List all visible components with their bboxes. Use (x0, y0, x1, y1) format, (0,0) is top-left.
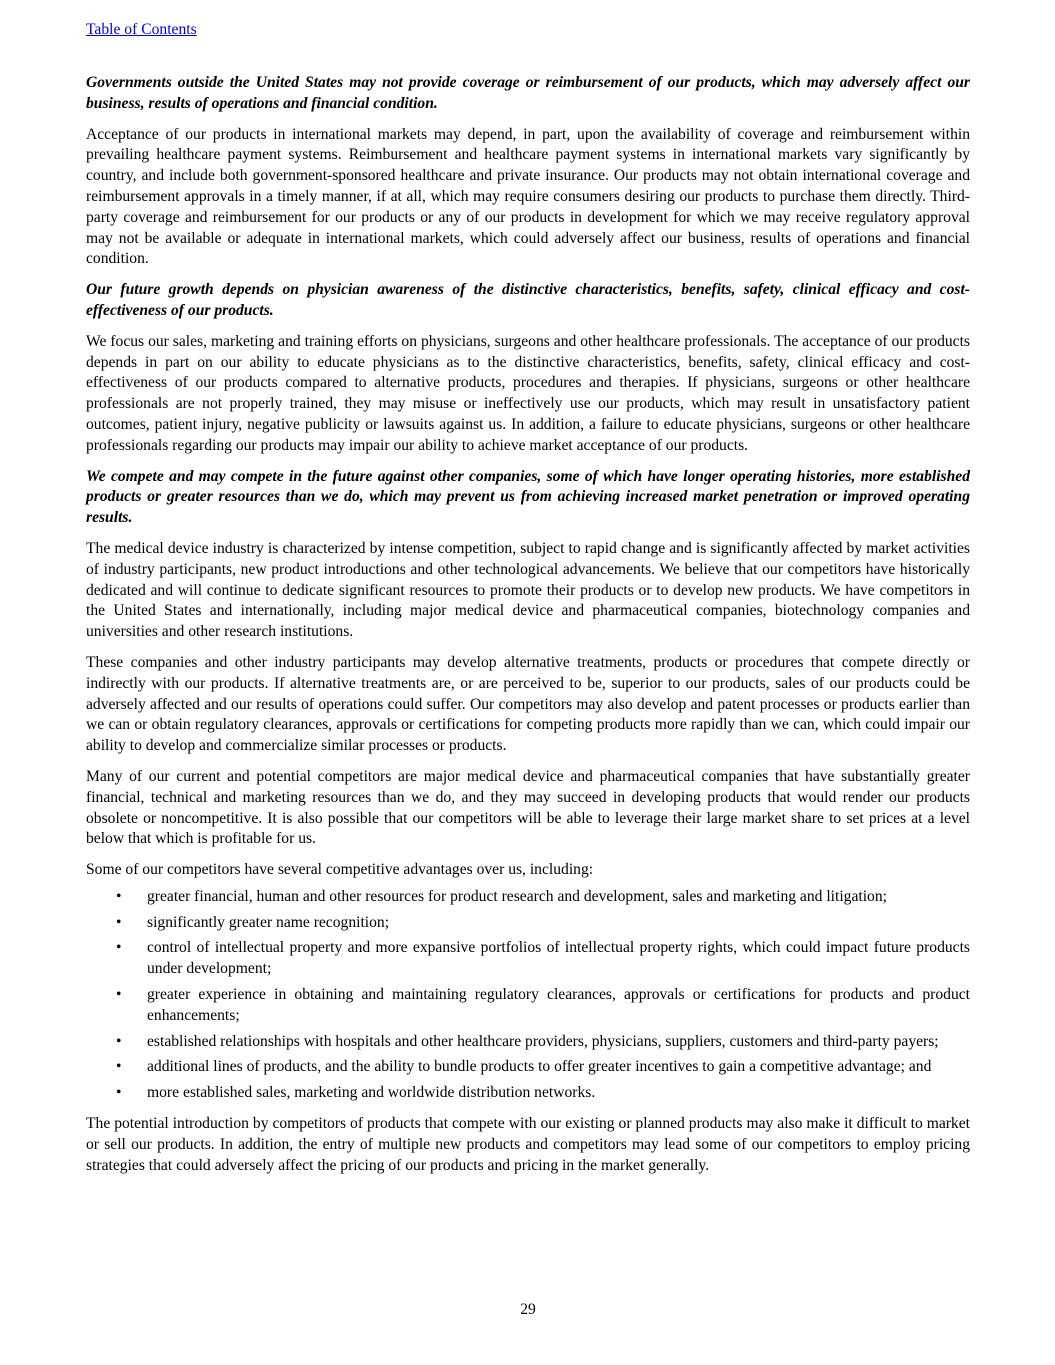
paragraph: The medical device industry is characterized by intense competition, subject to rapid change and is significantly affected by market activities of industry participants, new product introductions and other technological advancements. We believe that our competitors have historically dedicated and will continue to dedicate significant resources to promote their products or to develop new products. We have competitors in the United States and internationally, including major medical device and pharmaceutical companies, biotechnology companies and universities and other research institutions. (86, 539, 970, 641)
paragraph: These companies and other industry participants may develop alternative treatments, products or procedures that compete directly or indirectly with our products. If alternative treatments are, or are perceived to be, superior to our products, sales of our products could be adversely affected and our results of operations could suffer. Our competitors may also develop and patent processes or products earlier than we can or obtain regulatory clearances, approvals or certifications for competing products more rapidly than we can, which could impair our ability to develop and commercialize similar processes or products. (86, 653, 970, 755)
risk-heading-competition: We compete and may compete in the future against other companies, some of which have longer operating histories, more established products or greater resources than we do, which may prevent us from achieving increased market penetration or improved operating results. (86, 467, 970, 527)
paragraph: Acceptance of our products in international markets may depend, in part, upon the availability of coverage and reimbursement within prevailing healthcare payment systems. Reimbursement and healthcare payment systems in international markets vary significantly by country, and include both government-sponsored healthcare and private insurance. Our products may not obtain international coverage and reimbursement approvals in a timely manner, if at all, which may require consumers desiring our products to purchase them directly. Third-party coverage and reimbursement for our products or any of our products in development for which we may receive regulatory approval may not be available or adequate in international markets, which could adversely affect our business, results of operations and financial condition. (86, 125, 970, 268)
paragraph: We focus our sales, marketing and training efforts on physicians, surgeons and other healthcare professionals. The acceptance of our products depends in part on our ability to educate physicians as to the distinctive characteristics, benefits, safety, clinical efficacy and cost-effectiveness of our products compared to alternative products, procedures and therapies. If physicians, surgeons or other healthcare professionals are not properly trained, they may misuse or ineffectively use our products, which may result in unsatisfactory patient outcomes, patient injury, negative publicity or lawsuits against us. In addition, a failure to educate physicians, surgeons or other healthcare professionals regarding our products may impair our ability to achieve market acceptance of our products. (86, 332, 970, 454)
list-item: • greater financial, human and other resources for product research and development, sales and marketing and litigation; (86, 887, 970, 908)
list-item: • established relationships with hospitals and other healthcare providers, physicians, suppliers, customers and third-party payers; (86, 1032, 970, 1053)
list-item: • control of intellectual property and more expansive portfolios of intellectual property rights, which could impact future products under development; (86, 938, 970, 980)
risk-heading-international-reimbursement: Governments outside the United States may not provide coverage or reimbursement of our products, which may adversely affect our business, results of operations and financial condition. (86, 74, 970, 112)
competitive-advantages-list (86, 887, 970, 1104)
paragraph: The potential introduction by competitors of products that compete with our existing or planned products may also make it difficult to market or sell our products. In addition, the entry of multiple new products and competitors may lead some of our competitors to employ pricing strategies that could adversely affect the pricing of our products and pricing in the market generally. (86, 1115, 970, 1174)
list-item: • significantly greater name recognition; (86, 913, 970, 934)
page-content (86, 73, 970, 1186)
risk-heading-physician-awareness: Our future growth depends on physician awareness of the distinctive characteristics, benefits, safety, clinical efficacy and cost-effectiveness of our products. (86, 281, 970, 319)
list-item: • additional lines of products, and the ability to bundle products to offer greater incentives to gain a competitive advantage; and (86, 1057, 970, 1078)
list-item: • more established sales, marketing and worldwide distribution networks. (86, 1083, 970, 1104)
list-item: • greater experience in obtaining and maintaining regulatory clearances, approvals or certifications for products and product enhancements; (86, 985, 970, 1027)
page-number: 29 (520, 1301, 536, 1318)
paragraph: Some of our competitors have several competitive advantages over us, including: (86, 861, 594, 879)
table-of-contents-link[interactable]: Table of Contents (86, 21, 197, 38)
paragraph: Many of our current and potential competitors are major medical device and pharmaceutical companies that have substantially greater financial, technical and marketing resources than we do, and they may succeed in developing products that would render our products obsolete or noncompetitive. It is also possible that our competitors will be able to leverage their large market share to set prices at a level below that which is profitable for us. (86, 767, 970, 848)
